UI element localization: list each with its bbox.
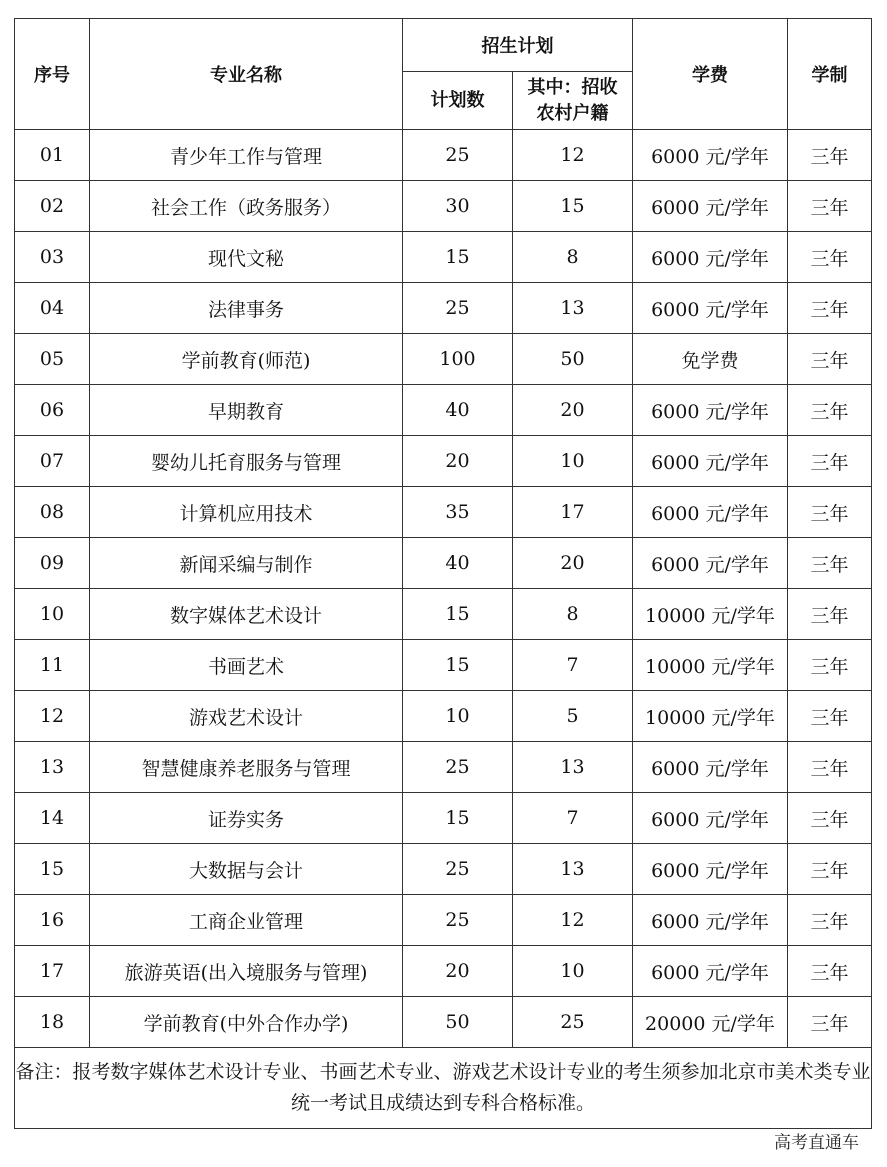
cell-rural-quota: 8 — [513, 589, 633, 640]
cell-seq: 10 — [15, 589, 90, 640]
cell-duration: 三年 — [788, 793, 872, 844]
header-enrollment-plan: 招生计划 — [403, 19, 633, 72]
cell-rural-quota: 50 — [513, 334, 633, 385]
cell-major-name: 工商企业管理 — [90, 895, 403, 946]
cell-rural-quota: 25 — [513, 997, 633, 1048]
table-row — [15, 283, 872, 334]
cell-seq: 13 — [15, 742, 90, 793]
cell-rural-quota: 10 — [513, 946, 633, 997]
cell-tuition: 6000 元/学年 — [633, 181, 788, 232]
cell-plan-count: 10 — [403, 691, 513, 742]
table-row — [15, 538, 872, 589]
table-row — [15, 334, 872, 385]
cell-plan-count: 15 — [403, 793, 513, 844]
cell-duration: 三年 — [788, 232, 872, 283]
cell-duration: 三年 — [788, 640, 872, 691]
cell-rural-quota: 8 — [513, 232, 633, 283]
cell-duration: 三年 — [788, 283, 872, 334]
cell-duration: 三年 — [788, 436, 872, 487]
cell-major-name: 证券实务 — [90, 793, 403, 844]
cell-duration: 三年 — [788, 487, 872, 538]
cell-rural-quota: 13 — [513, 742, 633, 793]
cell-plan-count: 25 — [403, 844, 513, 895]
cell-duration: 三年 — [788, 742, 872, 793]
cell-tuition: 6000 元/学年 — [633, 436, 788, 487]
cell-major-name: 现代文秘 — [90, 232, 403, 283]
cell-major-name: 数字媒体艺术设计 — [90, 589, 403, 640]
cell-tuition: 免学费 — [633, 334, 788, 385]
cell-major-name: 早期教育 — [90, 385, 403, 436]
table-row — [15, 181, 872, 232]
cell-plan-count: 35 — [403, 487, 513, 538]
watermark: 高考直通车 — [774, 1133, 859, 1153]
cell-major-name: 书画艺术 — [90, 640, 403, 691]
cell-seq: 14 — [15, 793, 90, 844]
enrollment-plan-table — [14, 18, 872, 1129]
cell-plan-count: 15 — [403, 640, 513, 691]
cell-rural-quota: 20 — [513, 538, 633, 589]
cell-tuition: 6000 元/学年 — [633, 385, 788, 436]
cell-seq: 03 — [15, 232, 90, 283]
cell-rural-quota: 12 — [513, 895, 633, 946]
cell-duration: 三年 — [788, 589, 872, 640]
cell-major-name: 游戏艺术设计 — [90, 691, 403, 742]
cell-duration: 三年 — [788, 334, 872, 385]
cell-duration: 三年 — [788, 385, 872, 436]
cell-plan-count: 20 — [403, 436, 513, 487]
cell-seq: 17 — [15, 946, 90, 997]
cell-major-name: 新闻采编与制作 — [90, 538, 403, 589]
footnote: 备注：报考数字媒体艺术设计专业、书画艺术专业、游戏艺术设计专业的考生须参加北京市美术类专业统一考试且成绩达到专科合格标准。 — [15, 1048, 872, 1129]
table-row — [15, 232, 872, 283]
cell-seq: 12 — [15, 691, 90, 742]
cell-duration: 三年 — [788, 691, 872, 742]
cell-seq: 06 — [15, 385, 90, 436]
cell-tuition: 6000 元/学年 — [633, 232, 788, 283]
cell-seq: 15 — [15, 844, 90, 895]
cell-seq: 09 — [15, 538, 90, 589]
cell-major-name: 旅游英语(出入境服务与管理) — [90, 946, 403, 997]
cell-duration: 三年 — [788, 997, 872, 1048]
cell-plan-count: 50 — [403, 997, 513, 1048]
cell-rural-quota: 20 — [513, 385, 633, 436]
cell-plan-count: 25 — [403, 130, 513, 181]
table-row — [15, 742, 872, 793]
table-body — [15, 130, 872, 1048]
cell-tuition: 10000 元/学年 — [633, 589, 788, 640]
cell-plan-count: 40 — [403, 538, 513, 589]
table-row — [15, 130, 872, 181]
cell-plan-count: 25 — [403, 895, 513, 946]
cell-tuition: 6000 元/学年 — [633, 844, 788, 895]
cell-duration: 三年 — [788, 946, 872, 997]
cell-duration: 三年 — [788, 895, 872, 946]
cell-rural-quota: 15 — [513, 181, 633, 232]
cell-tuition: 20000 元/学年 — [633, 997, 788, 1048]
cell-major-name: 学前教育(师范) — [90, 334, 403, 385]
cell-duration: 三年 — [788, 181, 872, 232]
cell-plan-count: 100 — [403, 334, 513, 385]
cell-plan-count: 15 — [403, 232, 513, 283]
header-tuition: 学费 — [633, 19, 788, 130]
table-row — [15, 844, 872, 895]
cell-plan-count: 30 — [403, 181, 513, 232]
header-major-name: 专业名称 — [90, 19, 403, 130]
cell-major-name: 大数据与会计 — [90, 844, 403, 895]
table-row — [15, 487, 872, 538]
table-row — [15, 895, 872, 946]
table-row — [15, 691, 872, 742]
cell-plan-count: 15 — [403, 589, 513, 640]
cell-major-name: 青少年工作与管理 — [90, 130, 403, 181]
table-header — [15, 19, 872, 130]
cell-seq: 16 — [15, 895, 90, 946]
table-row — [15, 436, 872, 487]
header-seq: 序号 — [15, 19, 90, 130]
cell-tuition: 6000 元/学年 — [633, 793, 788, 844]
cell-major-name: 计算机应用技术 — [90, 487, 403, 538]
cell-major-name: 社会工作（政务服务） — [90, 181, 403, 232]
cell-duration: 三年 — [788, 844, 872, 895]
cell-rural-quota: 17 — [513, 487, 633, 538]
cell-plan-count: 25 — [403, 742, 513, 793]
cell-seq: 01 — [15, 130, 90, 181]
cell-tuition: 6000 元/学年 — [633, 487, 788, 538]
cell-seq: 02 — [15, 181, 90, 232]
cell-duration: 三年 — [788, 538, 872, 589]
cell-major-name: 婴幼儿托育服务与管理 — [90, 436, 403, 487]
header-duration: 学制 — [788, 19, 872, 130]
cell-seq: 05 — [15, 334, 90, 385]
cell-seq: 04 — [15, 283, 90, 334]
cell-rural-quota: 7 — [513, 640, 633, 691]
cell-major-name: 学前教育(中外合作办学) — [90, 997, 403, 1048]
cell-seq: 18 — [15, 997, 90, 1048]
cell-rural-quota: 5 — [513, 691, 633, 742]
cell-major-name: 法律事务 — [90, 283, 403, 334]
table-row — [15, 385, 872, 436]
header-rural-quota: 其中：招收农村户籍 — [513, 72, 633, 130]
cell-tuition: 6000 元/学年 — [633, 130, 788, 181]
cell-tuition: 10000 元/学年 — [633, 640, 788, 691]
table-row — [15, 640, 872, 691]
cell-tuition: 10000 元/学年 — [633, 691, 788, 742]
table-row — [15, 946, 872, 997]
cell-rural-quota: 13 — [513, 844, 633, 895]
cell-tuition: 6000 元/学年 — [633, 283, 788, 334]
cell-plan-count: 25 — [403, 283, 513, 334]
cell-rural-quota: 13 — [513, 283, 633, 334]
table-row — [15, 589, 872, 640]
cell-tuition: 6000 元/学年 — [633, 742, 788, 793]
cell-seq: 11 — [15, 640, 90, 691]
cell-rural-quota: 12 — [513, 130, 633, 181]
cell-tuition: 6000 元/学年 — [633, 895, 788, 946]
cell-tuition: 6000 元/学年 — [633, 946, 788, 997]
header-plan-count: 计划数 — [403, 72, 513, 130]
cell-rural-quota: 10 — [513, 436, 633, 487]
cell-duration: 三年 — [788, 130, 872, 181]
cell-seq: 08 — [15, 487, 90, 538]
table-row — [15, 793, 872, 844]
cell-major-name: 智慧健康养老服务与管理 — [90, 742, 403, 793]
cell-plan-count: 20 — [403, 946, 513, 997]
cell-tuition: 6000 元/学年 — [633, 538, 788, 589]
table-row — [15, 997, 872, 1048]
cell-plan-count: 40 — [403, 385, 513, 436]
cell-rural-quota: 7 — [513, 793, 633, 844]
cell-seq: 07 — [15, 436, 90, 487]
